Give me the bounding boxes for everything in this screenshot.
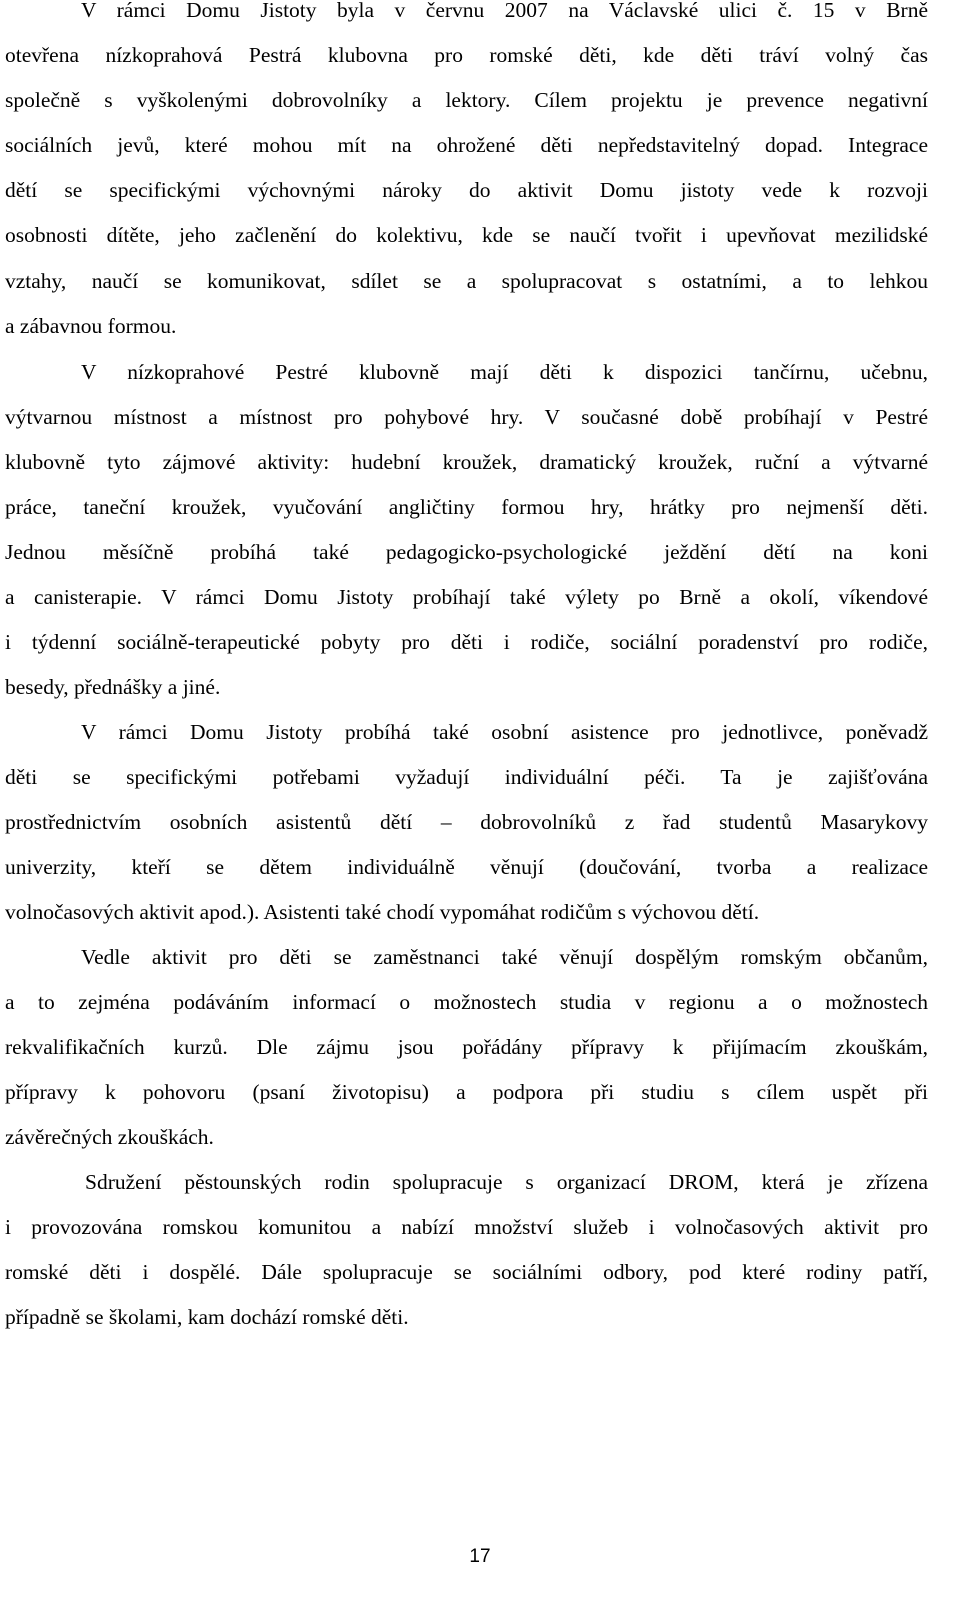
text-line: a to zejména podáváním informací o možnostech studia v regionu a o možnostech bbox=[5, 990, 928, 1014]
text-line: osobnosti dítěte, jeho začlenění do kolektivu, kde se naučí tvořit i upevňovat mezilidské bbox=[5, 223, 928, 247]
text-line: Vedle aktivit pro děti se zaměstnanci také věnují dospělým romským občanům, bbox=[81, 945, 928, 969]
text-line: klubovně tyto zájmové aktivity: hudební kroužek, dramatický kroužek, ruční a výtvarné bbox=[5, 450, 928, 474]
text-line: i týdenní sociálně-terapeutické pobyty pro děti i rodiče, sociální poradenství pro rodiče, bbox=[5, 630, 928, 654]
text-line: otevřena nízkoprahová Pestrá klubovna pro romské děti, kde děti tráví volný čas bbox=[5, 43, 928, 67]
text-line: případně se školami, kam dochází romské děti. bbox=[5, 1305, 409, 1329]
text-line: a zábavnou formou. bbox=[5, 314, 177, 338]
text-line: prostřednictvím osobních asistentů dětí – dobrovolníků z řad studentů Masarykovy bbox=[5, 810, 928, 834]
text-line: dětí se specifickými výchovnými nároky do aktivit Domu jistoty vede k rozvoji bbox=[5, 178, 928, 202]
text-line: Jednou měsíčně probíhá také pedagogicko-psychologické ježdění dětí na koni bbox=[5, 540, 928, 564]
text-line: děti se specifickými potřebami vyžadují individuální péči. Ta je zajišťována bbox=[5, 765, 928, 789]
text-line: závěrečných zkouškách. bbox=[5, 1125, 214, 1149]
text-line: V rámci Domu Jistoty probíhá také osobní asistence pro jednotlivce, poněvadž bbox=[81, 720, 928, 744]
text-line: besedy, přednášky a jiné. bbox=[5, 675, 221, 699]
text-line: V nízkoprahové Pestré klubovně mají děti k dispozici tančírnu, učebnu, bbox=[81, 360, 928, 384]
text-line: rekvalifikačních kurzů. Dle zájmu jsou pořádány přípravy k přijímacím zkouškám, bbox=[5, 1035, 928, 1059]
text-line: Sdružení pěstounských rodin spolupracuje s organizací DROM, která je zřízena bbox=[85, 1170, 928, 1194]
text-line: romské děti i dospělé. Dále spolupracuje se sociálními odbory, pod které rodiny patří, bbox=[5, 1260, 928, 1284]
text-line: univerzity, kteří se dětem individuálně věnují (doučování, tvorba a realizace bbox=[5, 855, 928, 879]
text-line: a canisterapie. V rámci Domu Jistoty probíhají také výlety po Brně a okolí, víkendové bbox=[5, 585, 928, 609]
text-line: sociálních jevů, které mohou mít na ohrožené děti nepředstavitelný dopad. Integrace bbox=[5, 133, 928, 157]
text-line: volnočasových aktivit apod.). Asistenti také chodí vypomáhat rodičům s výchovou dětí. bbox=[5, 900, 760, 924]
text-line: společně s vyškolenými dobrovolníky a lektory. Cílem projektu je prevence negativní bbox=[5, 88, 928, 112]
page-number: 17 bbox=[469, 1546, 491, 1567]
text-line: V rámci Domu Jistoty byla v červnu 2007 na Václavské ulici č. 15 v Brně bbox=[81, 0, 928, 22]
text-line: vztahy, naučí se komunikovat, sdílet se a spolupracovat s ostatními, a to lehkou bbox=[5, 269, 928, 293]
text-line: práce, taneční kroužek, vyučování angličtiny formou hry, hrátky pro nejmenší děti. bbox=[5, 495, 928, 519]
text-line: výtvarnou místnost a místnost pro pohybové hry. V současné době probíhají v Pestré bbox=[5, 405, 928, 429]
text-line: přípravy k pohovoru (psaní životopisu) a podpora při studiu s cílem uspět při bbox=[5, 1080, 928, 1104]
text-line: i provozována romskou komunitou a nabízí množství služeb i volnočasových aktivit pro bbox=[5, 1215, 928, 1239]
